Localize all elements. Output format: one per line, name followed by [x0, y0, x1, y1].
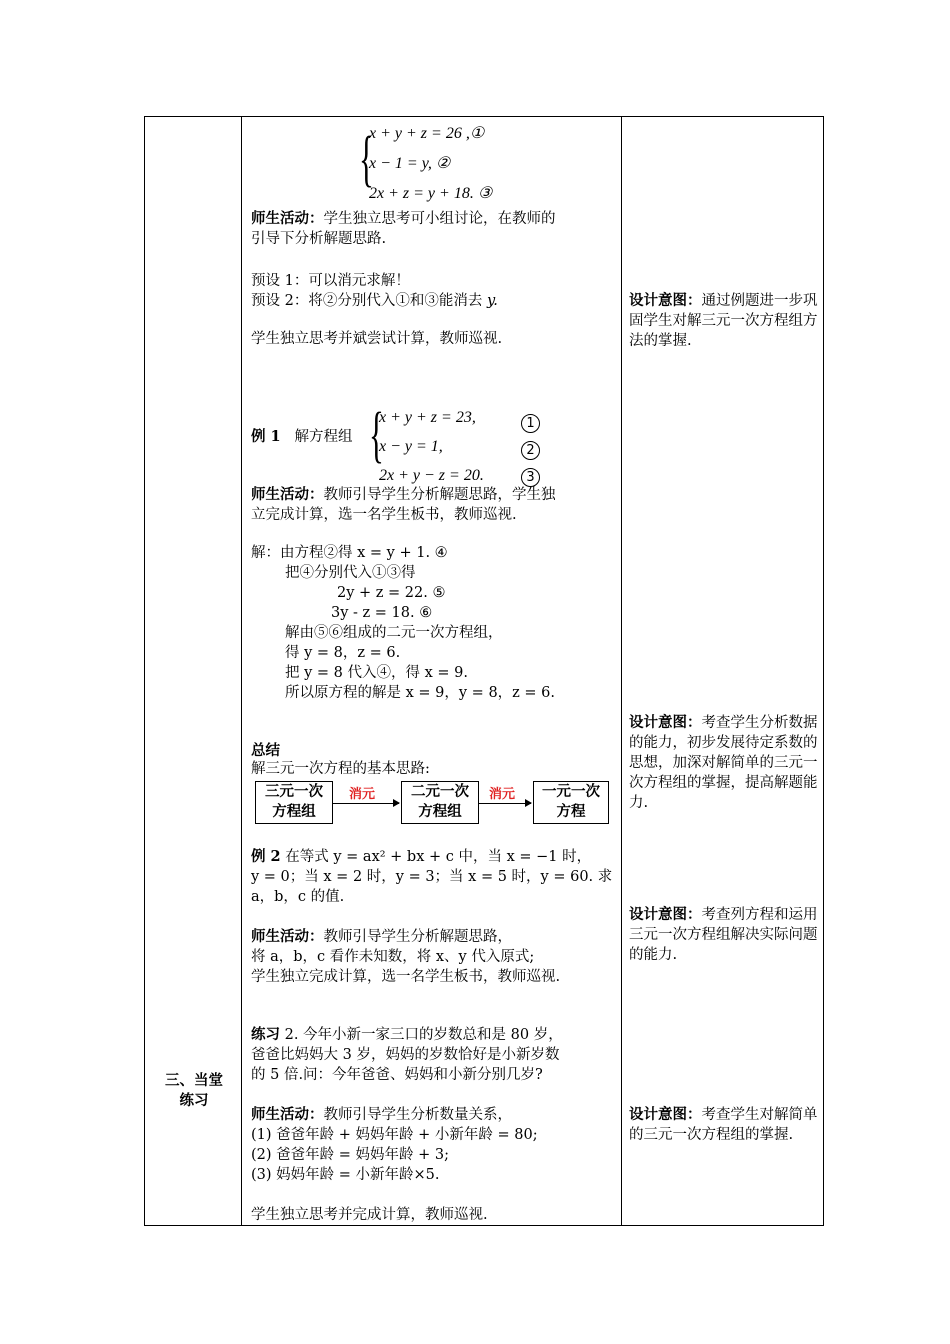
brace: {	[369, 401, 384, 469]
solution-line: 把④分别代入①③得	[285, 565, 416, 581]
system0-eq2: x − 1 = y, ②	[369, 155, 451, 172]
activity4-line4: (3) 妈妈年龄 = 小新年龄×5.	[251, 1167, 440, 1183]
section-label: 三、当堂练习	[165, 1073, 223, 1109]
example1-eq2: x − y = 1,	[379, 438, 443, 455]
flow-label-eliminate: 消元	[489, 787, 516, 802]
activity3-line3: 学生独立完成计算，选一名学生板书，教师巡视.	[251, 969, 561, 985]
activity1-line2: 引导下分析解题思路.	[251, 231, 387, 247]
activity4-line5: 学生独立思考并完成计算，教师巡视.	[251, 1207, 488, 1223]
preset-1: 预设 1：可以消元求解！	[251, 273, 410, 289]
exercise2-line2: 爸爸比妈妈大 3 岁，妈妈的岁数恰好是小新岁数	[251, 1047, 560, 1063]
summary-subtitle: 解三元一次方程的基本思路:	[251, 761, 430, 777]
solution-line: 解：由方程②得 x = y + 1. ④	[251, 545, 448, 561]
solution-line: 所以原方程的解是 x = 9，y = 8，z = 6.	[285, 685, 556, 701]
system0-eq1: x + y + z = 26 ,①	[369, 125, 485, 142]
solution-line: 得 y = 8，z = 6.	[285, 645, 401, 661]
brace: {	[359, 125, 374, 193]
activity1-line1: 师生活动：学生独立思考可小组讨论，在教师的	[251, 210, 556, 227]
activity2-line2: 立完成计算，选一名学生板书，教师巡视.	[251, 507, 517, 523]
flow-box-binary: 二元一次 方程组	[401, 781, 479, 824]
circled-3-icon: 3	[521, 466, 540, 487]
design-intent-1: 设计意图：通过例题进一步巩固学生对解三元一次方程组方法的掌握.	[629, 292, 818, 349]
arrow-right-icon	[479, 803, 531, 804]
design-intent-4: 设计意图：考查学生对解简单的三元一次方程组的掌握.	[629, 1106, 818, 1143]
circled-1-icon: 1	[521, 412, 540, 433]
solution-line: 解由⑤⑥组成的二元一次方程组，	[285, 625, 503, 641]
activity4-line3: (2) 爸爸年龄 = 妈妈年龄 + 3;	[251, 1147, 449, 1163]
preset-2: 预设 2：将②分别代入①和③能消去 y.	[251, 293, 498, 309]
example1-title: 例 1 解方程组	[251, 428, 353, 445]
solution-line: 3y - z = 18. ⑥	[331, 605, 433, 621]
example2-line2: y = 0；当 x = 2 时，y = 3；当 x = 5 时，y = 60. 求	[251, 869, 613, 885]
exercise2-line3: 的 5 倍.问：今年爸爸、妈妈和小新分别几岁?	[251, 1067, 543, 1083]
arrow-right-icon	[333, 803, 399, 804]
solution-line: 2y + z = 22. ⑤	[337, 585, 446, 601]
activity2-line1: 师生活动：教师引导学生分析解题思路，学生独	[251, 486, 556, 503]
exercise2-line1: 练习 2. 今年小新一家三口的岁数总和是 80 岁，	[251, 1026, 563, 1043]
preset-3: 学生独立思考并斌尝试计算，教师巡视.	[251, 331, 503, 347]
activity3-line2: 将 a，b，c 看作未知数，将 x、y 代入原式;	[251, 949, 535, 965]
circled-2-icon: 2	[521, 439, 540, 460]
design-intent-2: 设计意图：考查学生分析数据的能力，初步发展待定系数的思想，加深对解简单的三元一次方程组的掌握，提高解题能力.	[629, 714, 818, 811]
column-divider	[621, 117, 622, 1225]
lesson-table	[144, 116, 824, 1226]
column-divider	[241, 117, 242, 1225]
example2-line3: a，b，c 的值.	[251, 889, 345, 905]
summary-title: 总结	[251, 742, 280, 759]
activity3-line1: 师生活动：教师引导学生分析解题思路，	[251, 928, 512, 945]
design-intent-3: 设计意图：考查列方程和运用三元一次方程组解决实际问题的能力.	[629, 906, 818, 963]
activity4-line2: (1) 爸爸年龄 + 妈妈年龄 + 小新年龄 = 80;	[251, 1127, 538, 1143]
flow-box-unary: 一元一次 方程	[533, 781, 609, 824]
system0-eq3: 2x + z = y + 18. ③	[369, 185, 493, 202]
activity4-line1: 师生活动：教师引导学生分析数量关系，	[251, 1106, 512, 1123]
example1-eq1: x + y + z = 23,	[379, 409, 476, 426]
flow-box-ternary: 三元一次 方程组	[255, 781, 333, 824]
example2-line1: 例 2 在等式 y = ax² + bx + c 中，当 x = −1 时，	[251, 848, 592, 865]
example1-eq3: 2x + y − z = 20.	[379, 467, 484, 484]
flow-label-eliminate: 消元	[349, 787, 376, 802]
solution-line: 把 y = 8 代入④，得 x = 9.	[285, 665, 468, 681]
